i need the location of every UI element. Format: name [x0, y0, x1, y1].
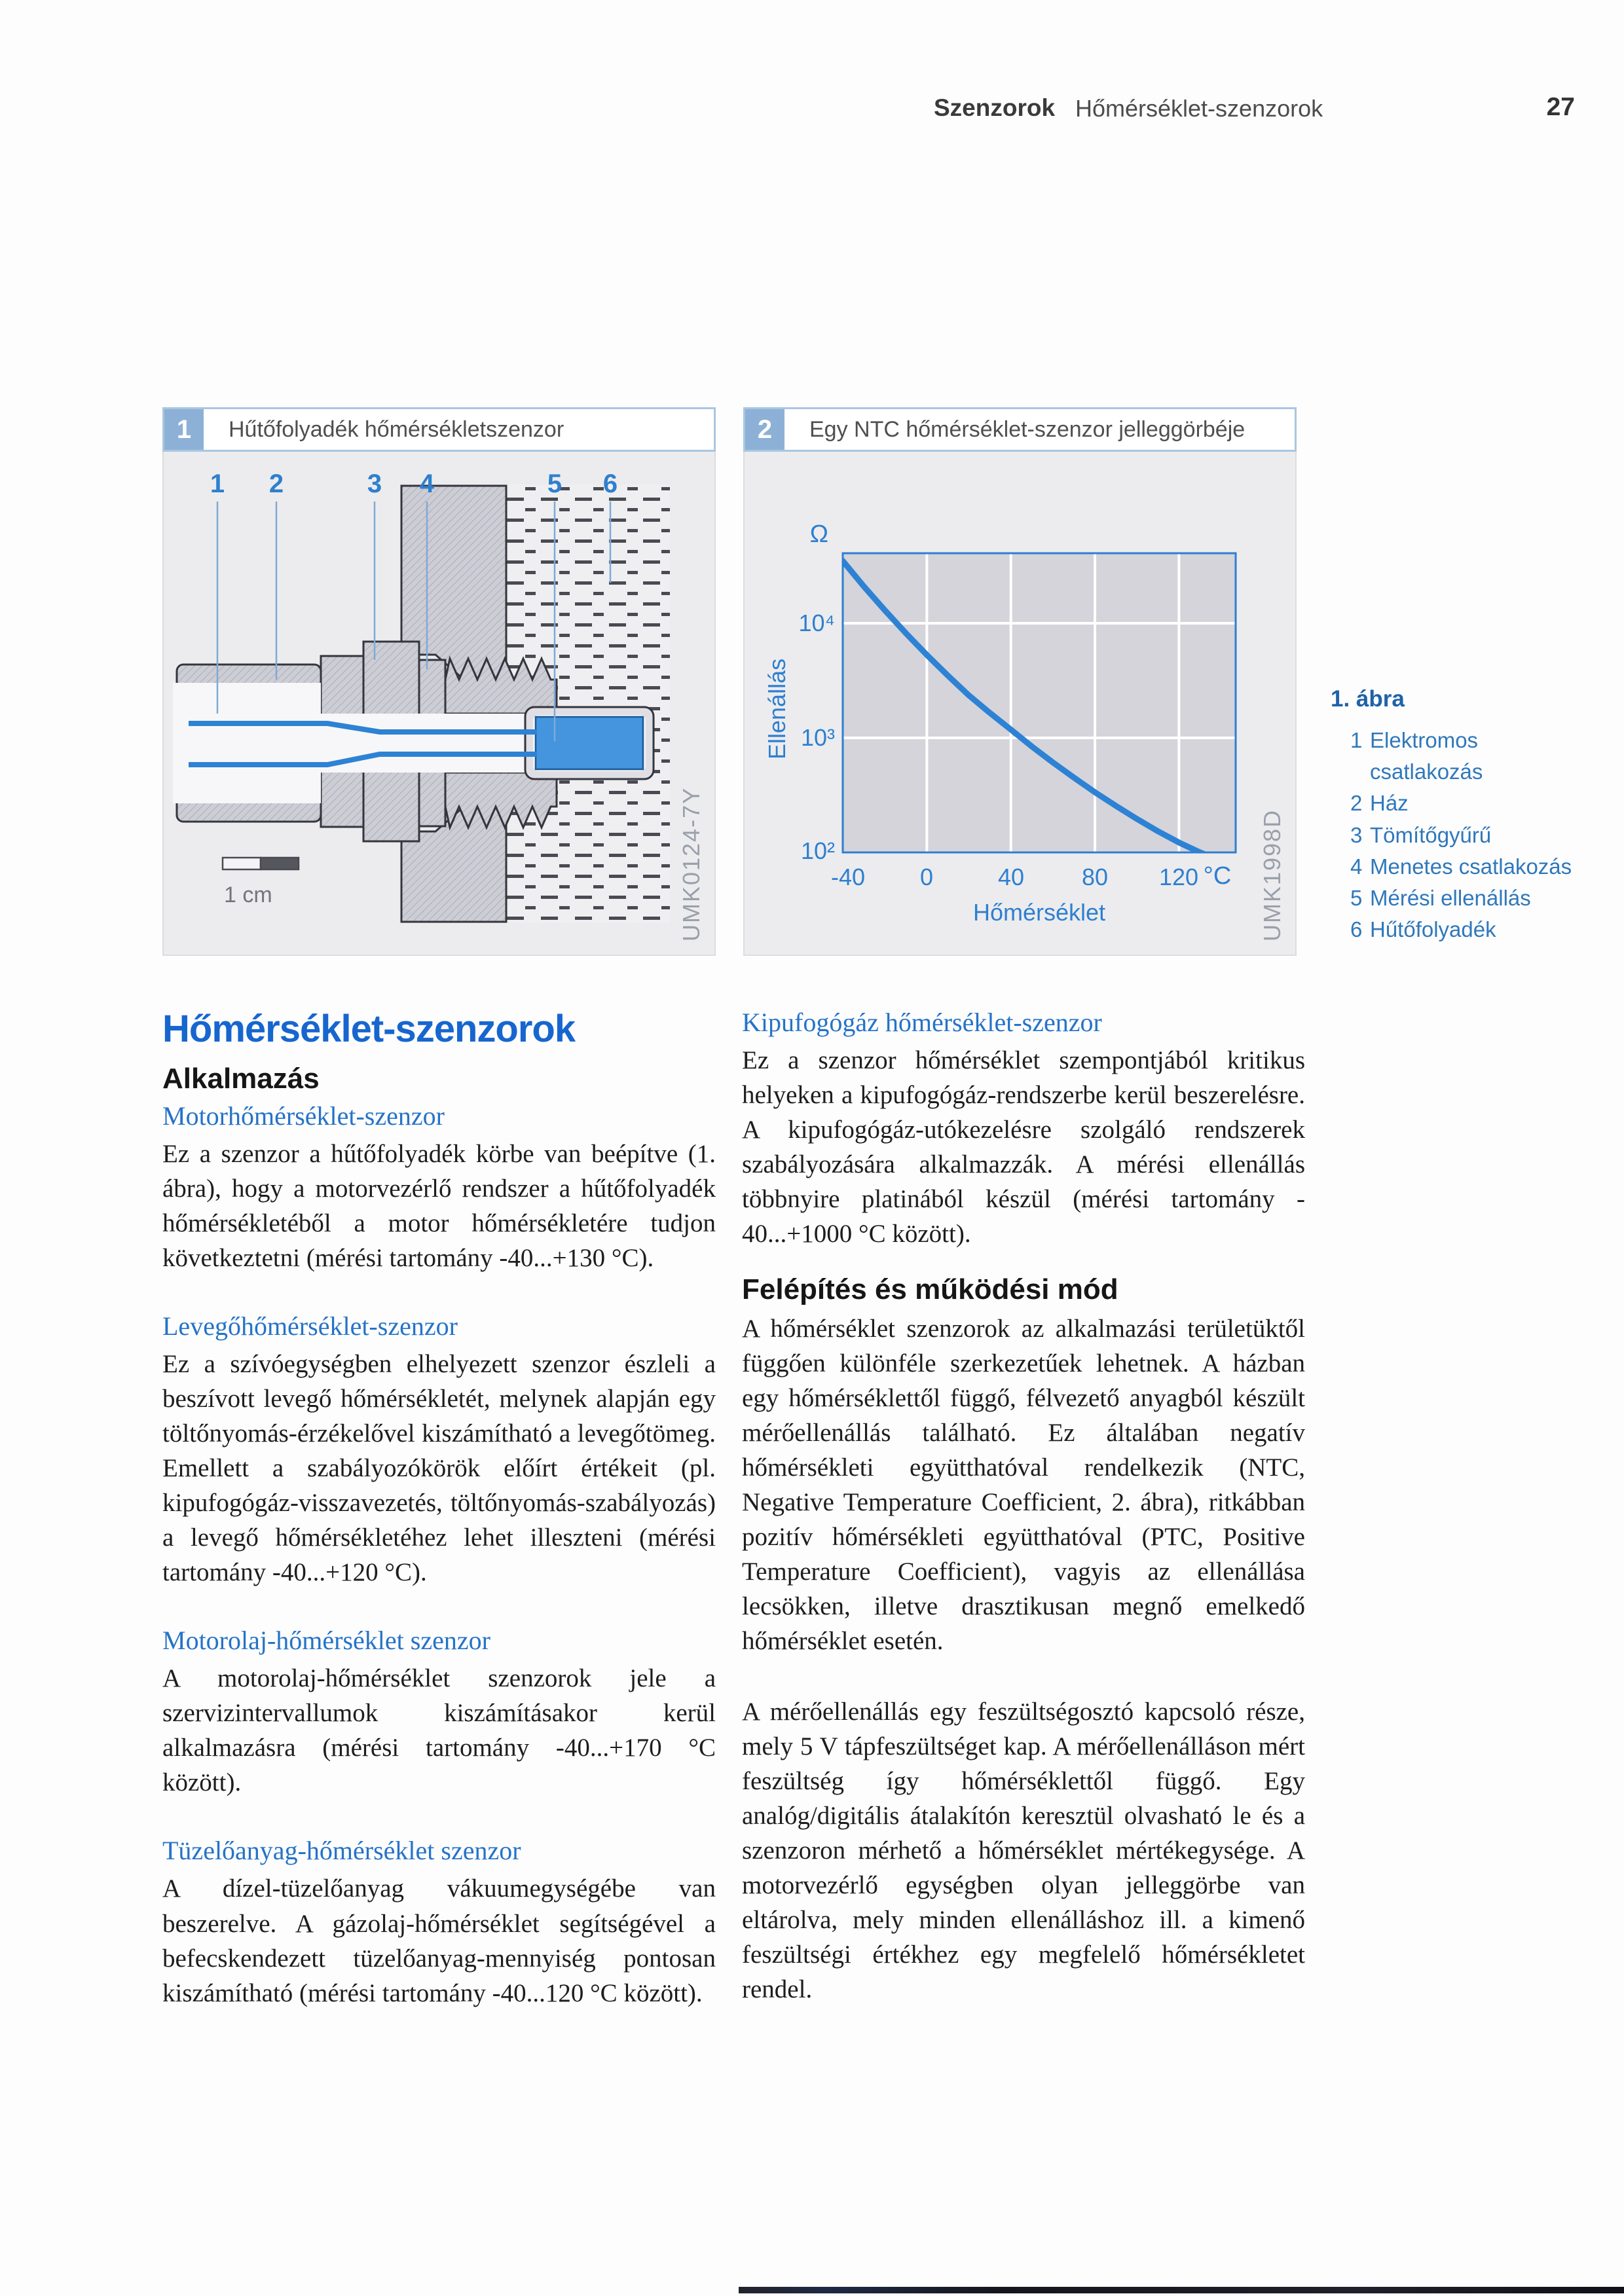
x-tick-labels: [831, 862, 1231, 890]
figure-2-watermark: UMK1998D: [1259, 809, 1285, 941]
caption-item: [1331, 788, 1590, 819]
caption-item: [1331, 851, 1590, 883]
paragraph: A dízel-tüzelőanyag vákuumegységébe van beszerelve. A gázolaj-hőmérséklet segítségével a befecskendezett tüzelőanyag-mennyiség pontosan kiszámítható (mérési tartomány -40...120 °C között).: [162, 1874, 716, 2007]
caption-item-number: 1: [1350, 728, 1363, 753]
header-section-title: Szenzorok: [934, 94, 1056, 121]
y-tick-labels: [798, 610, 835, 864]
figure-1-caption: [1331, 682, 1590, 945]
caption-item: [1331, 725, 1590, 788]
measuring-resistor: [536, 717, 643, 769]
y-axis-label: Ellenállás: [764, 658, 790, 759]
caption-item-number: 5: [1350, 885, 1363, 910]
paragraph: Ez a szenzor hőmérséklet szempontjából kritikus helyeken a kipufogógáz-rendszerbe kerül beszerelésre. A kipufogógáz-utókezelésre szolgáló rendszerek szabályozására alkalmazzák. A mérési ellenállás többnyire platinából készül (mérési tartomány - 40...+1000 °C között).: [742, 1046, 1305, 1248]
paragraph: Ez a szívóegységben elhelyezett szenzor észleli a beszívott levegő hőmérsékletét, melynek alapján egy töltőnyomás-érzékelővel kiszámítható a levegőtömeg. Emellett a szabályozókörök előírt értékeit (pl. kipufogógáz-visszavezetés, töltőnyomás-szabályozás) a levegő hőmérsékletéhez lehet illeszteni (mérési tartomány -40...+120 °C).: [162, 1350, 716, 1587]
caption-item: [1331, 883, 1590, 914]
paragraph: A motorolaj-hőmérséklet szenzorok jele a szervizintervallumok kiszámításakor kerül alkalmazásra (mérési tartomány -40...+170 °C között).: [162, 1664, 716, 1797]
section-heading: Motorhőmérséklet-szenzor: [162, 1101, 445, 1131]
figure-2-ntc-curve: [743, 407, 1297, 956]
x-tick-40: 40: [997, 864, 1025, 890]
figure-2-body: [743, 452, 1297, 956]
figure-1-title: Hűtőfolyadék hőmérsékletszenzor: [229, 416, 564, 442]
x-tick-120: 120: [1158, 864, 1199, 890]
caption-item-number: 3: [1350, 822, 1363, 847]
connector-cavity: [173, 683, 321, 803]
caption-item: [1331, 914, 1590, 945]
section-heading: Motorolaj-hőmérséklet szenzor: [162, 1626, 490, 1656]
paragraph: Ez a szenzor a hűtőfolyadék körbe van beépítve (1. ábra), hogy a motorvezérlő rendszer a hűtőfolyadék hőmérsékletéből a motor hőmérsékletére tudjon következtetni (mérési tartomány -40...+130 °C).: [162, 1140, 716, 1273]
figure-1-header: [162, 407, 716, 452]
figure-1-coolant-sensor: [162, 407, 716, 956]
caption-item-label: Menetes csatlakozás: [1370, 854, 1572, 879]
caption-item-label: Tömítőgyűrű: [1370, 822, 1492, 847]
y-tick-10e4: 10⁴: [798, 610, 835, 636]
figure-1-caption-title: 1. ábra: [1331, 686, 1405, 712]
caption-item-label: Elektromos csatlakozás: [1370, 728, 1483, 784]
figure-2-badge: 2: [745, 409, 784, 450]
x-tick-0: 0: [919, 864, 934, 890]
plot-area: [843, 553, 1236, 852]
x-axis-unit: °C: [1203, 862, 1232, 890]
article-right-column: [742, 1007, 1305, 2007]
page-number: 27: [1546, 93, 1575, 121]
caption-item-label: Ház: [1370, 791, 1409, 816]
caption-item-number: 2: [1350, 791, 1363, 816]
callout-3: 3: [367, 469, 382, 498]
section-heading: Tüzelőanyag-hőmérséklet szenzor: [162, 1836, 521, 1866]
article-left-column: [162, 1007, 716, 2011]
figure-1-watermark: UMK0124-7Y: [678, 786, 705, 941]
y-tick-10e3: 10³: [800, 724, 835, 751]
figure-2-header: [743, 407, 1297, 452]
x-axis-label: Hőmérséklet: [972, 899, 1106, 926]
article-title: Hőmérséklet-szenzorok: [162, 1008, 576, 1050]
y-axis-unit: Ω: [809, 520, 828, 548]
caption-item-number: 4: [1350, 854, 1363, 879]
section-heading: Felépítés és működési mód: [742, 1273, 1118, 1306]
coolant-sensor-diagram: [164, 452, 717, 955]
paragraph: A mérőellenállás egy feszültségosztó kapcsoló része, mely 5 V tápfeszültséget kap. A mérőellenálláson mért feszültség így hőmérséklettől függő. Egy analóg/digitális átalakítón keresztül olvasható le és a szenzoron mérhető a hőmérséklet mértékegysége. A motorvezérlő egységben olyan jelleggörbe van eltárolva, mely minden ellenálláshoz ill. a kimenő feszültségi értékhez egy megfelelő hőmérsékletet rendel.: [742, 1697, 1305, 2003]
caption-item: [1331, 820, 1590, 851]
callout-1: 1: [210, 469, 225, 498]
x-tick-80: 80: [1081, 864, 1109, 890]
figure-1-badge: 1: [164, 409, 204, 450]
figure-1-body: [162, 452, 716, 956]
caption-item-label: Hűtőfolyadék: [1370, 917, 1496, 942]
figure-2-title: Egy NTC hőmérséklet-szenzor jelleggörbéje: [809, 416, 1246, 442]
callout-5: 5: [547, 469, 563, 498]
figure-1-caption-items: [1331, 725, 1590, 945]
callout-6: 6: [602, 469, 618, 498]
sensor-bore: [321, 714, 532, 773]
y-tick-10e2: 10²: [800, 837, 835, 864]
section-heading: Levegőhőmérséklet-szenzor: [162, 1311, 458, 1341]
ntc-resistance-chart: [745, 452, 1298, 955]
section-heading: Kipufogógáz hőmérséklet-szenzor: [742, 1008, 1102, 1037]
section-heading: Alkalmazás: [162, 1063, 320, 1095]
callout-2: 2: [268, 469, 284, 498]
callout-4: 4: [419, 469, 435, 498]
caption-item-number: 6: [1350, 917, 1363, 942]
caption-item-label: Mérési ellenállás: [1370, 885, 1531, 910]
scale-bar: [223, 858, 299, 907]
scale-bar-label: 1 cm: [224, 883, 272, 907]
paragraph: A hőmérséklet szenzorok az alkalmazási területüktől függően különféle szerkezetűek lehetnek. A házban egy hőmérséklettől függő, félvezető anyagból készült mérőellenállás található. Ez általában negatív hőmérsékleti együtthatóval rendelkezik (NTC, Negative Temperature Coefficient, 2. ábra), ritkábban pozitív hőmérsékleti együtthatóval (PTC, Positive Temperature Coefficient), vagyis az ellenállása lecsökken, illetve drasztikusan megnő emelkedő hőmérséklet esetén.: [742, 1315, 1305, 1656]
x-tick--40: -40: [830, 864, 866, 890]
scan-edge-artifact: [739, 2287, 1624, 2293]
header-chapter-title: Hőmérséklet-szenzorok: [1075, 95, 1323, 122]
